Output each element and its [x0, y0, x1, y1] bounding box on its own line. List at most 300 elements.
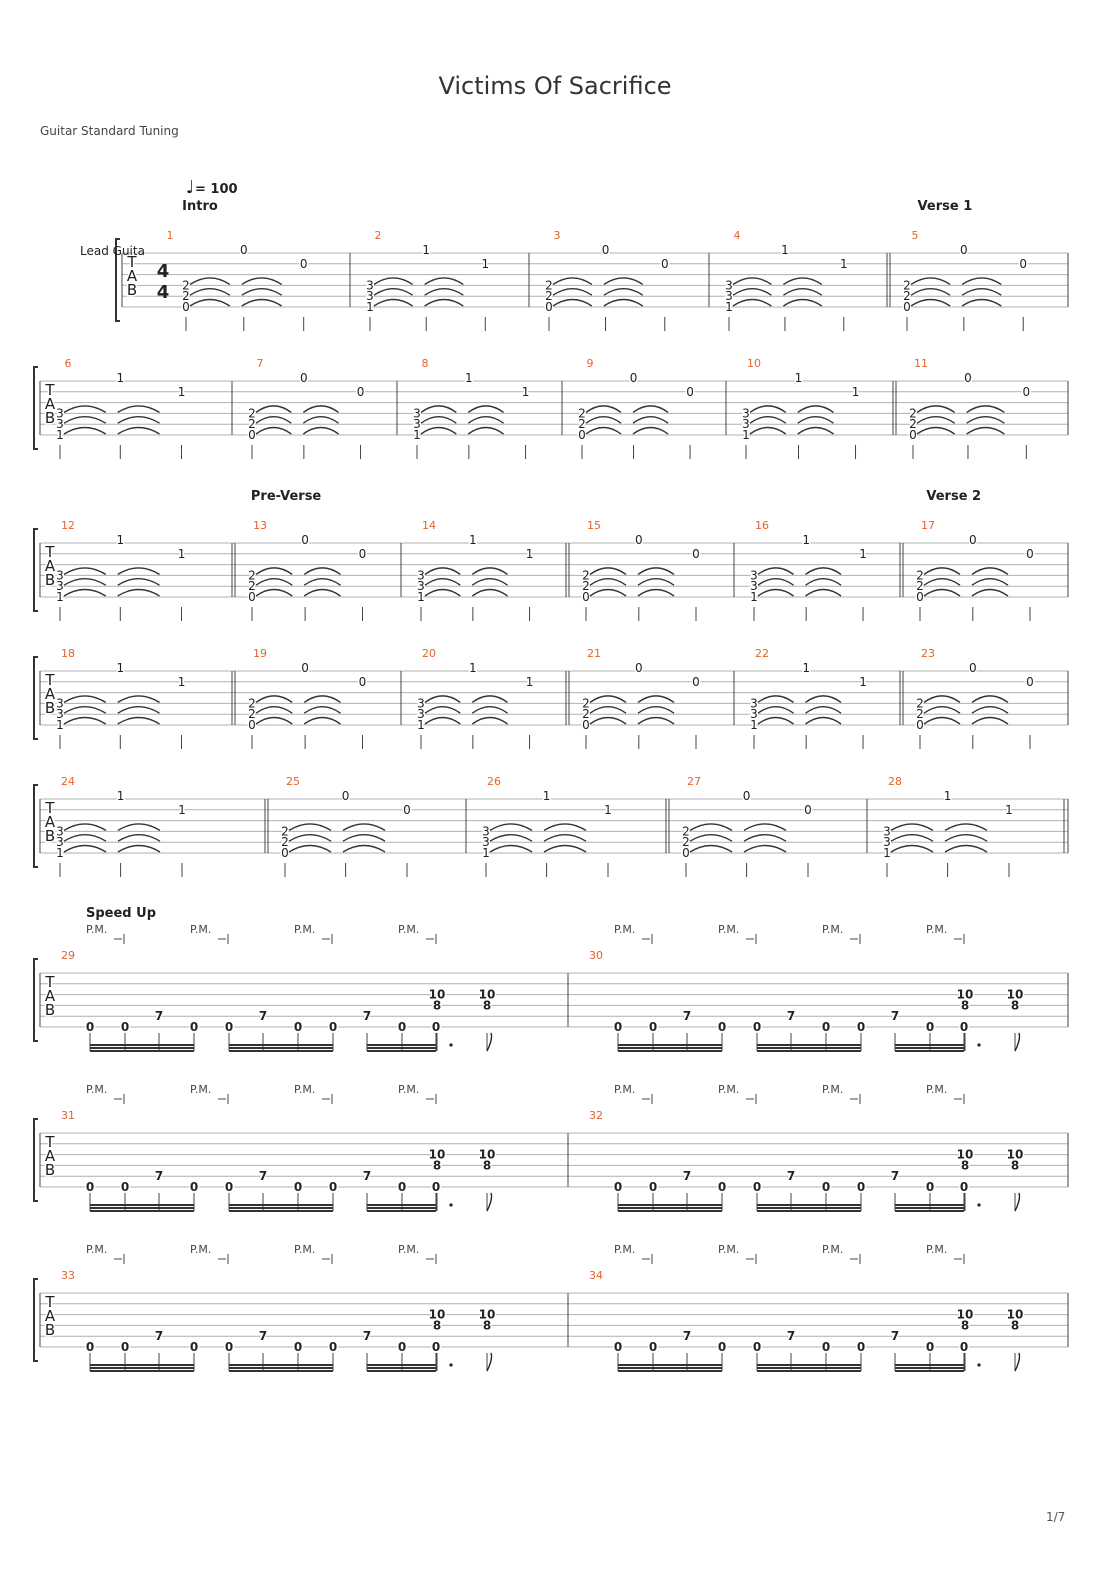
tie-arc [806, 696, 842, 703]
fret-number: 8 [432, 1318, 442, 1333]
fret-number: 3 [366, 278, 374, 293]
fret-number: 0 [293, 1020, 303, 1034]
note-flag [1015, 1353, 1020, 1371]
tie-arc [758, 707, 794, 714]
fret-number: 0 [293, 1180, 303, 1194]
tab-clef-letter: T [45, 1293, 55, 1311]
tie-arc [972, 590, 1008, 597]
fret-number: 0 [925, 1340, 935, 1354]
tie-arc [118, 824, 160, 831]
fret-number: 3 [750, 568, 758, 583]
system-bracket [34, 1119, 38, 1201]
tie-arc [911, 300, 950, 307]
tie-arc [425, 718, 460, 725]
fret-number: 3 [366, 289, 374, 304]
tie-arc [425, 696, 460, 703]
measure-number: 29 [61, 949, 75, 962]
tie-arc [962, 289, 1001, 296]
fret-number: 1 [859, 674, 867, 689]
fret-number: 1 [417, 718, 425, 732]
fret-number: 1 [1005, 802, 1013, 817]
tie-arc [64, 835, 106, 842]
tie-arc [64, 590, 106, 597]
palm-mute-label: P.M. [190, 1083, 212, 1096]
tie-arc [544, 846, 586, 853]
fret-number: 0 [648, 1020, 658, 1034]
tie-arc [962, 300, 1001, 307]
fret-number: 1 [525, 546, 534, 561]
fret-number: 0 [182, 300, 190, 314]
fret-number: 1 [525, 674, 534, 689]
fret-number: 1 [482, 846, 490, 860]
section-marker: Speed Up [86, 906, 156, 921]
tie-arc [190, 289, 230, 296]
tie-arc [242, 300, 282, 307]
fret-number: 0 [397, 1020, 407, 1034]
fret-number: 10 [478, 987, 496, 1002]
fret-number: 1 [417, 590, 425, 604]
tie-arc [924, 718, 960, 725]
fret-number: 0 [120, 1020, 130, 1034]
fret-number: 0 [717, 1020, 727, 1034]
note-flag [1015, 1193, 1020, 1211]
tie-arc [590, 568, 626, 575]
tie-arc [758, 579, 794, 586]
fret-number: 3 [482, 835, 490, 850]
fret-number: 8 [960, 1158, 970, 1173]
tie-arc [256, 428, 291, 435]
tie-arc [118, 846, 160, 853]
fret-number: 0 [328, 1340, 338, 1354]
tie-arc [64, 428, 106, 435]
tie-arc [242, 278, 282, 285]
fret-number: 3 [56, 568, 64, 583]
fret-number: 1 [943, 789, 952, 803]
tie-arc [590, 718, 626, 725]
tie-arc [190, 278, 230, 285]
tab-clef-letter: A [44, 395, 56, 413]
palm-mute-label: P.M. [822, 923, 844, 936]
tie-arc [64, 579, 106, 586]
tie-arc [967, 417, 1005, 424]
fret-number: 1 [802, 533, 810, 547]
tie-arc [256, 406, 291, 413]
fret-number: 7 [786, 1329, 796, 1344]
tie-arc [945, 824, 987, 831]
fret-number: 7 [154, 1329, 164, 1344]
fret-number: 1 [56, 590, 64, 604]
fret-number: 0 [301, 661, 309, 675]
tie-arc [425, 579, 460, 586]
tie-arc [490, 835, 532, 842]
fret-number: 0 [909, 428, 917, 442]
fret-number: 0 [903, 300, 911, 314]
fret-number: 0 [964, 371, 972, 385]
fret-number: 3 [417, 568, 425, 583]
fret-number: 0 [1019, 256, 1028, 271]
tie-arc [374, 289, 413, 296]
fret-number: 3 [56, 406, 64, 421]
fret-number: 0 [1026, 674, 1034, 689]
tie-arc [690, 835, 732, 842]
tie-arc [917, 417, 955, 424]
tie-arc [945, 846, 987, 853]
tie-arc [256, 568, 292, 575]
section-marker: Verse 2 [926, 489, 982, 504]
fret-number: 2 [248, 579, 256, 594]
tie-arc [911, 278, 950, 285]
tab-clef-letter: A [44, 685, 56, 703]
tie-arc [806, 707, 842, 714]
fret-number: 0 [189, 1020, 199, 1034]
tie-arc [638, 568, 674, 575]
time-signature-bottom: 4 [156, 282, 170, 303]
tie-arc [604, 289, 643, 296]
palm-mute-label: P.M. [86, 1243, 108, 1256]
fret-number: 0 [960, 243, 968, 257]
fret-number: 3 [417, 707, 425, 722]
fret-number: 2 [545, 278, 553, 293]
fret-number: 1 [422, 243, 431, 257]
dot [449, 1203, 452, 1206]
tie-arc [256, 696, 292, 703]
fret-number: 1 [481, 256, 490, 271]
tie-arc [553, 300, 592, 307]
tie-arc [911, 289, 950, 296]
system-bracket [34, 657, 38, 739]
tie-arc [425, 568, 460, 575]
tie-arc [544, 835, 586, 842]
fret-number: 7 [362, 1009, 372, 1024]
fret-number: 3 [750, 707, 758, 722]
palm-mute-label: P.M. [190, 923, 212, 936]
tab-clef-letter: B [44, 409, 56, 427]
fret-number: 1 [177, 546, 186, 561]
tie-arc [425, 278, 464, 285]
fret-number: 2 [281, 835, 289, 850]
tie-arc [917, 406, 955, 413]
tab-clef-letter: B [44, 827, 56, 845]
fret-number: 0 [189, 1180, 199, 1194]
palm-mute-label: P.M. [926, 1083, 948, 1096]
fret-number: 8 [482, 998, 492, 1013]
tie-arc [64, 568, 106, 575]
tie-arc [304, 696, 340, 703]
tie-arc [242, 289, 282, 296]
fret-number: 0 [968, 533, 977, 547]
tab-clef-letter: B [44, 1001, 56, 1019]
fret-number: 3 [883, 835, 891, 850]
tie-arc [638, 696, 674, 703]
measure-number: 11 [914, 357, 928, 370]
fret-number: 8 [1010, 1318, 1020, 1333]
fret-number: 3 [742, 417, 750, 432]
fret-number: 0 [613, 1340, 623, 1354]
tie-arc [468, 406, 503, 413]
tab-clef-letter: B [44, 1161, 56, 1179]
fret-number: 2 [909, 417, 917, 432]
tuning-label: Guitar Standard Tuning [40, 124, 179, 138]
tie-arc [304, 579, 340, 586]
tie-arc [891, 824, 933, 831]
measure-number: 9 [586, 357, 594, 370]
measure-number: 16 [755, 519, 769, 532]
fret-number: 1 [750, 718, 758, 732]
tab-clef-letter: T [45, 1133, 55, 1151]
fret-number: 2 [248, 696, 256, 711]
fret-number: 10 [478, 1307, 496, 1322]
measure-number: 27 [687, 775, 701, 788]
fret-number: 7 [154, 1009, 164, 1024]
palm-mute-label: P.M. [86, 1083, 108, 1096]
fret-number: 0 [120, 1340, 130, 1354]
fret-number: 1 [177, 384, 186, 399]
tie-arc [744, 824, 786, 831]
fret-number: 8 [960, 998, 970, 1013]
tie-arc [472, 696, 507, 703]
section-marker: Intro [182, 199, 218, 214]
tie-arc [806, 568, 842, 575]
tie-arc [733, 278, 771, 285]
tie-arc [590, 590, 626, 597]
tie-arc [891, 846, 933, 853]
fret-number: 0 [925, 1020, 935, 1034]
fret-number: 1 [178, 802, 186, 817]
tie-arc [304, 718, 340, 725]
tab-clef-letter: A [44, 557, 56, 575]
tie-arc [806, 718, 842, 725]
fret-number: 0 [856, 1180, 866, 1194]
tie-arc [924, 568, 960, 575]
fret-number: 0 [239, 243, 248, 257]
measure-number: 7 [256, 357, 264, 370]
fret-number: 1 [883, 846, 891, 860]
tie-arc [118, 579, 160, 586]
palm-mute-label: P.M. [614, 923, 636, 936]
tie-arc [586, 428, 621, 435]
measure-number: 26 [487, 775, 501, 788]
fret-number: 0 [431, 1340, 441, 1354]
note-flag [487, 1193, 492, 1211]
tie-arc [343, 835, 385, 842]
fret-number: 3 [742, 406, 750, 421]
tie-arc [303, 406, 338, 413]
fret-number: 0 [224, 1340, 234, 1354]
tie-arc [744, 835, 786, 842]
tie-arc [490, 846, 532, 853]
tie-arc [590, 696, 626, 703]
tie-arc [758, 568, 794, 575]
fret-number: 0 [224, 1180, 234, 1194]
tie-arc [967, 428, 1005, 435]
fret-number: 3 [56, 835, 64, 850]
page-number: 1/7 [1046, 1510, 1066, 1524]
fret-number: 0 [328, 1180, 338, 1194]
tie-arc [806, 579, 842, 586]
fret-number: 0 [328, 1020, 338, 1034]
fret-number: 2 [682, 824, 690, 839]
fret-number: 0 [629, 371, 638, 385]
fret-number: 3 [725, 278, 733, 293]
tab-clef-letter: T [45, 799, 55, 817]
tie-arc [590, 707, 626, 714]
tab-clef-letter: B [44, 1321, 56, 1339]
palm-mute-label: P.M. [822, 1083, 844, 1096]
fret-number: 10 [428, 1147, 446, 1162]
fret-number: 0 [856, 1020, 866, 1034]
fret-number: 0 [299, 256, 308, 271]
fret-number: 0 [752, 1180, 762, 1194]
tie-arc [758, 718, 794, 725]
system-bracket [34, 367, 38, 449]
tie-arc [118, 406, 160, 413]
fret-number: 0 [686, 384, 694, 399]
fret-number: 2 [182, 289, 190, 304]
tie-arc [472, 707, 507, 714]
fret-number: 1 [851, 384, 860, 399]
tie-arc [343, 846, 385, 853]
fret-number: 1 [177, 674, 186, 689]
tie-arc [304, 590, 340, 597]
tie-arc [758, 696, 794, 703]
tie-arc [118, 718, 160, 725]
system-bracket [34, 529, 38, 611]
palm-mute-label: P.M. [718, 923, 740, 936]
system-bracket [34, 1279, 38, 1361]
fret-number: 0 [648, 1180, 658, 1194]
measure-number: 3 [553, 229, 561, 242]
fret-number: 0 [752, 1340, 762, 1354]
measure-number: 4 [733, 229, 741, 242]
fret-number: 3 [413, 406, 421, 421]
fret-number: 10 [478, 1147, 496, 1162]
measure-number: 18 [61, 647, 75, 660]
fret-number: 0 [717, 1340, 727, 1354]
fret-number: 0 [916, 590, 924, 604]
tie-arc [633, 417, 668, 424]
fret-number: 10 [956, 1147, 974, 1162]
fret-number: 3 [56, 696, 64, 711]
fret-number: 2 [903, 289, 911, 304]
fret-number: 2 [582, 579, 590, 594]
fret-number: 2 [916, 707, 924, 722]
fret-number: 7 [682, 1329, 692, 1344]
palm-mute-label: P.M. [294, 1243, 316, 1256]
note-flag [487, 1353, 492, 1371]
tie-arc [303, 417, 338, 424]
tie-arc [972, 707, 1008, 714]
palm-mute-label: P.M. [190, 1243, 212, 1256]
dot [449, 1363, 452, 1366]
fret-number: 1 [116, 371, 125, 385]
tie-arc [783, 300, 821, 307]
tie-arc [289, 835, 331, 842]
fret-number: 2 [248, 406, 256, 421]
tab-clef-letter: A [44, 813, 56, 831]
tie-arc [604, 278, 643, 285]
measure-number: 14 [422, 519, 436, 532]
fret-number: 0 [582, 718, 590, 732]
tie-arc [472, 579, 507, 586]
fret-number: 7 [786, 1009, 796, 1024]
tie-arc [638, 590, 674, 597]
measure-number: 31 [61, 1109, 75, 1122]
tie-arc [924, 696, 960, 703]
tie-arc [421, 417, 456, 424]
fret-number: 0 [601, 243, 610, 257]
fret-number: 0 [959, 1180, 969, 1194]
fret-number: 7 [258, 1009, 268, 1024]
fret-number: 0 [613, 1180, 623, 1194]
tie-arc [917, 428, 955, 435]
palm-mute-label: P.M. [398, 1243, 420, 1256]
fret-number: 7 [258, 1329, 268, 1344]
fret-number: 1 [56, 718, 64, 732]
fret-number: 0 [397, 1180, 407, 1194]
tie-arc [798, 428, 834, 435]
fret-number: 2 [545, 289, 553, 304]
tie-arc [750, 406, 786, 413]
tie-arc [490, 824, 532, 831]
tie-arc [256, 718, 292, 725]
measure-number: 12 [61, 519, 75, 532]
tie-arc [972, 579, 1008, 586]
fret-number: 0 [959, 1340, 969, 1354]
tab-clef-letter: T [127, 253, 137, 271]
fret-number: 0 [578, 428, 586, 442]
tie-arc [633, 406, 668, 413]
fret-number: 0 [717, 1180, 727, 1194]
measure-number: 8 [421, 357, 429, 370]
tie-arc [256, 417, 291, 424]
tie-arc [758, 590, 794, 597]
palm-mute-label: P.M. [398, 923, 420, 936]
fret-number: 0 [224, 1020, 234, 1034]
fret-number: 3 [482, 824, 490, 839]
measure-number: 6 [64, 357, 72, 370]
tie-arc [783, 278, 821, 285]
measure-number: 2 [374, 229, 382, 242]
fret-number: 0 [85, 1340, 95, 1354]
fret-number: 3 [750, 696, 758, 711]
fret-number: 8 [432, 998, 442, 1013]
measure-number: 15 [587, 519, 601, 532]
palm-mute-label: P.M. [718, 1243, 740, 1256]
fret-number: 8 [432, 1158, 442, 1173]
palm-mute-label: P.M. [294, 923, 316, 936]
fret-number: 1 [725, 300, 733, 314]
tie-arc [553, 289, 592, 296]
fret-number: 3 [750, 579, 758, 594]
tie-arc [289, 846, 331, 853]
tie-arc [744, 846, 786, 853]
fret-number: 0 [431, 1020, 441, 1034]
tab-clef-letter: A [44, 1147, 56, 1165]
fret-number: 2 [916, 696, 924, 711]
tie-arc [733, 300, 771, 307]
dot [449, 1043, 452, 1046]
fret-number: 2 [682, 835, 690, 850]
fret-number: 3 [413, 417, 421, 432]
tempo-note-icon: ♩ [185, 177, 195, 198]
fret-number: 3 [56, 579, 64, 594]
tie-arc [472, 590, 507, 597]
fret-number: 1 [781, 243, 789, 257]
system-bracket [34, 785, 38, 867]
fret-number: 2 [903, 278, 911, 293]
fret-number: 1 [859, 546, 867, 561]
tie-arc [924, 579, 960, 586]
